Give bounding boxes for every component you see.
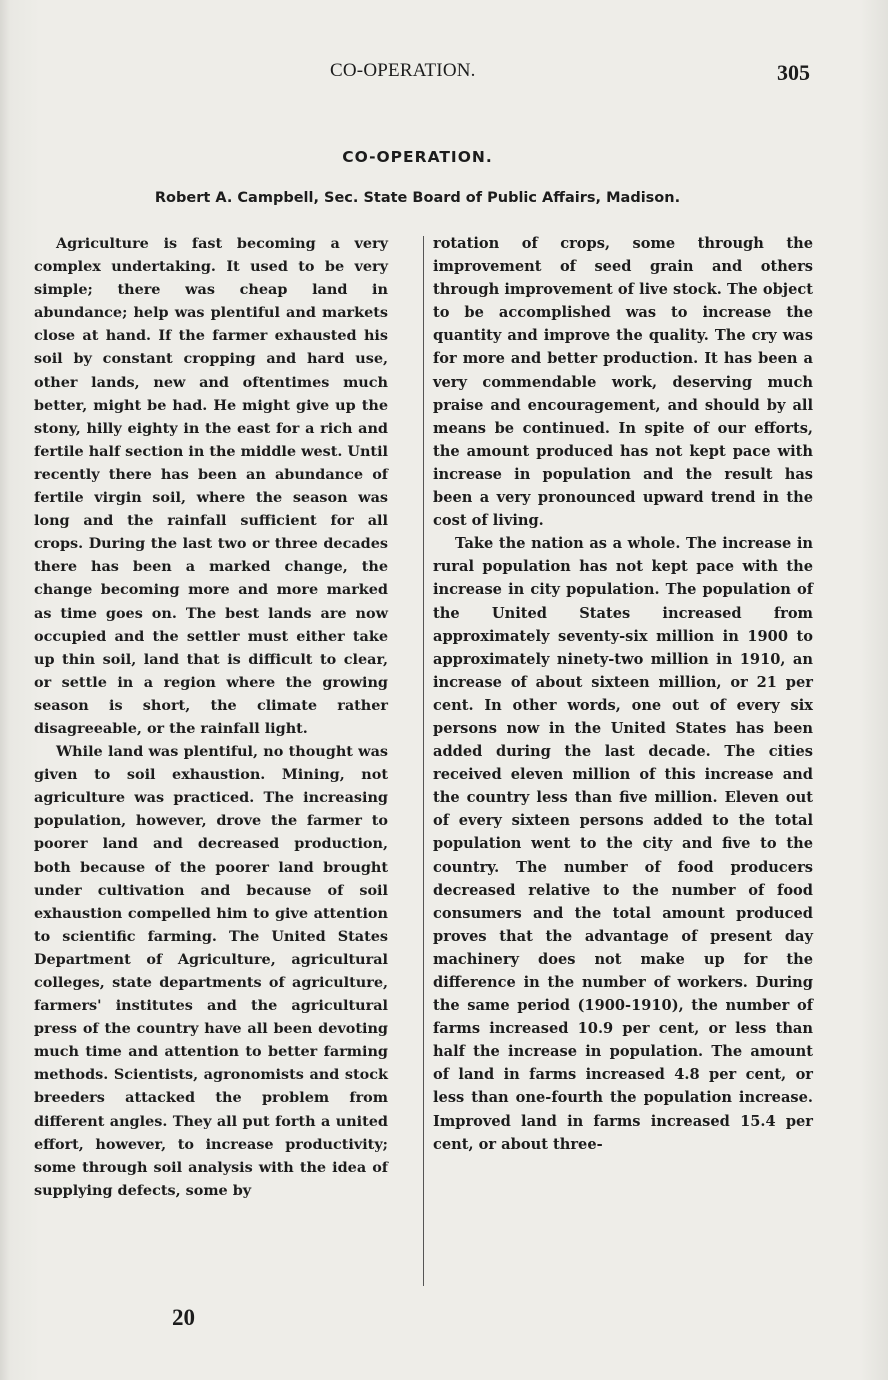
right-column (433, 232, 813, 1156)
page-number: 305 (777, 60, 810, 85)
author-byline: Robert A. Campbell, Sec. State Board of Public Affairs, Madison. (154, 190, 681, 206)
article-title: CO-OPERATION. (342, 148, 493, 166)
paragraph: rotation of crops, some through the improvement of seed grain and others through improvement of live stock. The object to be accomplished was to increase the quantity and improve the quality. The cry was for more and better production. It has been a very commendable work, deserving much praise and encouragement, and should by all means be continued. In spite of our efforts, the amount produced has not kept pace with increase in population and the result has been a very pronounced upward trend in the cost of living. (433, 235, 813, 530)
column-divider (423, 236, 424, 1286)
running-header (0, 60, 888, 90)
left-column (34, 232, 388, 1202)
paragraph: While land was plentiful, no thought was given to soil exhaustion. Mining, not agriculture was practiced. The increasing population, however, drove the farmer to poorer land and decreased production, both because of the poorer land brought under cultivation and because of soil exhaustion compelled him to give attention to scientific farming. The United States Department of Agriculture, agricultural colleges, state departments of agriculture, farmers' institutes and the agricultural press of the country have all been devoting much time and attention to better farming methods. Scientists, agronomists and stock breeders attacked the problem from different angles. They all put forth a united effort, however, to increase productivity; some through soil analysis with the idea of supplying defects, some by (34, 743, 388, 1199)
signature-folio: 20 (172, 1305, 195, 1330)
paragraph: Agriculture is fast becoming a very complex undertaking. It used to be very simple; there was cheap land in abundance; help was plentiful and markets close at hand. If the farmer exhausted his soil by constant cropping and hard use, other lands, new and oftentimes much better, might be had. He might give up the stony, hilly eighty in the east for a rich and fertile half section in the middle west. Until recently there has been an abundance of fertile virgin soil, where the season was long and the rainfall sufficient for all crops. During the last two or three decades there has been a marked change, the change becoming more and more marked as time goes on. The best lands are now occupied and the settler must either take up thin soil, land that is difficult to clear, or settle in a region where the growing season is short, the climate rather disagreeable, or the rainfall light. (34, 235, 388, 737)
paragraph: Take the nation as a whole. The increase in rural population has not kept pace with the increase in city population. The population of the United States increased from approximately seventy-six million in 1900 to approximately ninety-two million in 1910, an increase of about sixteen million, or 21 per cent. In other words, one out of every six persons now in the United States has been added during the last decade. The cities received eleven million of this increase and the country less than five million. Eleven out of every sixteen persons added to the total population went to the city and five to the country. The number of food producers decreased relative to the number of food consumers and the total amount produced proves that the advantage of present day machinery does not make up for the difference in the number of workers. During the same period (1900-1910), the number of farms increased 10.9 per cent, or less than half the increase in population. The amount of land in farms increased 4.8 per cent, or less than one-fourth the population increase. Improved land in farms increased 15.4 per cent, or about three- (433, 535, 813, 1153)
running-title: CO-OPERATION. (330, 60, 476, 81)
